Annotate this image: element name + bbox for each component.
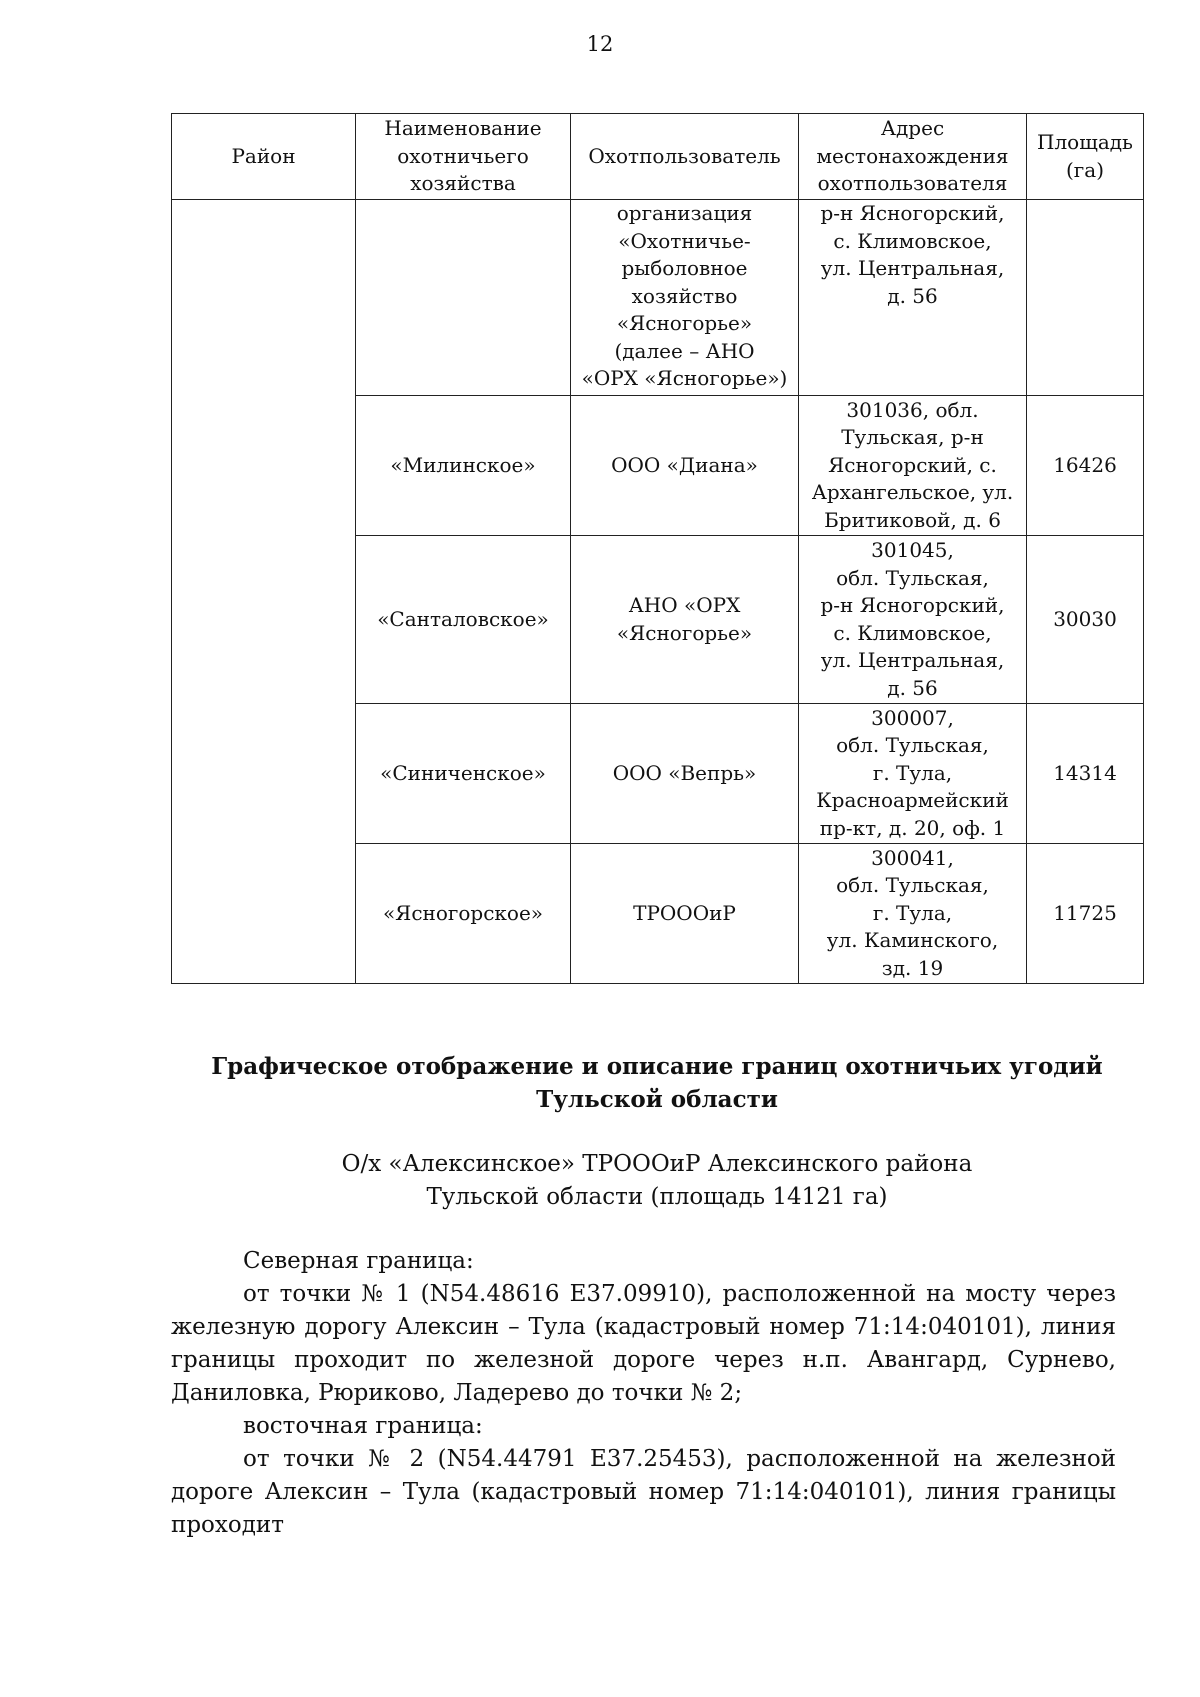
area-cell: 14314 — [1027, 704, 1144, 844]
farm-cell: «Санталовское» — [356, 536, 571, 704]
area-cell: 16426 — [1027, 396, 1144, 536]
table-header-row — [172, 114, 1144, 200]
area-cell: 30030 — [1027, 536, 1144, 704]
section-title: Графическое отображение и описание границ охотничьих угодий Тульской области — [211, 1053, 1103, 1113]
farm-cell: «Милинское» — [356, 396, 571, 536]
address-cell: 301036, обл. Тульская, р-н Ясногорский, с. Архангельское, ул. Бритиковой, д. 6 — [799, 396, 1027, 536]
page-number: 12 — [586, 32, 614, 56]
address-cell: р-н Ясногорский, с. Климовское, ул. Центральная, д. 56 — [799, 200, 1027, 396]
farm-cell: «Ясногорское» — [356, 844, 571, 984]
section-subtitle: О/х «Алексинское» ТРОООиР Алексинского района Тульской области (площадь 14121 га) — [341, 1151, 973, 1210]
header-hunting-user: Охотпользователь — [571, 114, 799, 200]
east-boundary-text: от точки № 2 (N54.44791 E37.25453), расположенной на железной дороге Алексин – Тула (кадастровый номер 71:14:040101), линия границы проходит — [171, 1446, 1116, 1538]
user-cell: ООО «Вепрь» — [571, 704, 799, 844]
north-boundary-text: от точки № 1 (N54.48616 E37.09910), расположенной на мосту через железную дорогу Алексин – Тула (кадастровый номер 71:14:040101), линия границы проходит по железной дороге через н.п. Авангард, Сурнево, Даниловка, Рюриково, Ладерево до точки № 2; — [171, 1281, 1116, 1406]
east-boundary-heading: восточная граница: — [243, 1413, 483, 1439]
area-cell — [1027, 200, 1144, 396]
user-cell: ТРОООиР — [571, 844, 799, 984]
district-cell — [172, 200, 356, 984]
user-cell: ООО «Диана» — [571, 396, 799, 536]
farm-cell — [356, 200, 571, 396]
address-cell: 301045, обл. Тульская, р-н Ясногорский, с. Климовское, ул. Центральная, д. 56 — [799, 536, 1027, 704]
header-farm-name: Наименование охотничьего хозяйства — [356, 114, 571, 200]
address-cell: 300041, обл. Тульская, г. Тула, ул. Каминского, зд. 19 — [799, 844, 1027, 984]
hunting-grounds-table — [171, 113, 1144, 984]
table-row — [172, 200, 1144, 396]
north-boundary-heading: Северная граница: — [243, 1248, 474, 1274]
header-district: Район — [172, 114, 356, 200]
address-cell: 300007, обл. Тульская, г. Тула, Красноармейский пр-кт, д. 20, оф. 1 — [799, 704, 1027, 844]
farm-cell: «Синиченское» — [356, 704, 571, 844]
user-cell: АНО «ОРХ «Ясногорье» — [571, 536, 799, 704]
header-area: Площадь (га) — [1027, 114, 1144, 200]
header-address: Адрес местонахождения охотпользователя — [799, 114, 1027, 200]
area-cell: 11725 — [1027, 844, 1144, 984]
user-cell: организация «Охотничье- рыболовное хозяйство «Ясногорье» (далее – АНО «ОРХ «Ясногорье») — [571, 200, 799, 396]
